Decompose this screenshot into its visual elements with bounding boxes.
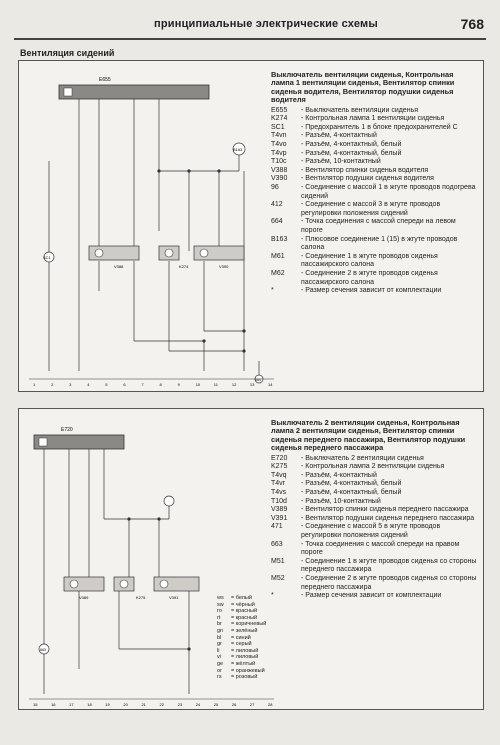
legend-code: 412 <box>271 201 283 209</box>
legend-code: 96 <box>271 183 279 191</box>
wire-name: = синий <box>231 634 251 641</box>
legend-row <box>271 158 477 167</box>
wiring-diagram-2 <box>18 408 484 710</box>
fan-icon <box>70 580 78 588</box>
fan-icon <box>200 249 208 257</box>
wire-name: = красный <box>231 608 258 615</box>
wire-color-row <box>217 628 279 635</box>
lamp-icon <box>165 249 173 257</box>
wire-abbr: ws <box>217 595 224 601</box>
wire-color-row <box>217 674 279 681</box>
legend-code: V389 <box>271 506 288 514</box>
terminal-number: 8 <box>159 382 162 387</box>
legend-title: Выключатель 2 вентиляции сиденья, Контрольная лампа 2 вентиляции сиденья, Вентилятор спинки сиденья переднего пассажира, Вентилятор подушки сиденья переднего пассажира <box>271 418 466 453</box>
terminal-number: 3 <box>69 382 72 387</box>
legend-code: E655 <box>271 106 288 114</box>
legend-desc: - Соединение 2 в жгуте проводов сиденья пассажирского салона <box>301 269 438 286</box>
ground-label: 663 <box>40 648 46 652</box>
wire-name: = жёлтый <box>231 660 256 667</box>
fan-a-label: V389 <box>79 595 89 600</box>
legend-row <box>271 463 477 472</box>
wire-name: = красный <box>231 614 258 621</box>
wiring-diagram-1 <box>18 60 484 392</box>
terminal-numbers <box>33 382 273 387</box>
legend-desc: - Размер сечения зависит от комплектации <box>301 592 442 600</box>
wire-abbr: br <box>217 621 222 628</box>
wire-color-row <box>217 654 279 661</box>
fan-icon <box>95 249 103 257</box>
legend-code: M52 <box>271 574 285 582</box>
terminal-numbers <box>33 702 273 707</box>
legend-row <box>271 184 477 201</box>
legend-code: 664 <box>271 218 283 226</box>
legend-code: B163 <box>271 235 288 243</box>
legend-desc: - Контрольная лампа 1 вентиляции сиденья <box>301 115 445 123</box>
terminal-number: 7 <box>141 382 144 387</box>
legend-code: K275 <box>271 463 288 471</box>
legend-desc: - Предохранитель 1 в блоке предохранителей С <box>301 123 458 131</box>
switch-label: E720 <box>61 427 73 433</box>
legend-desc: - Вентилятор подушки сиденья переднего пассажира <box>301 514 475 522</box>
terminal-number: 17 <box>69 702 74 707</box>
legend-row <box>271 455 477 464</box>
legend-desc: - Точка соединения с массой спереди на правом пороге <box>301 540 460 557</box>
legend-desc: - Плюсовое соединение 1 (15) в жгуте проводов салона <box>301 235 458 252</box>
legend-row <box>271 115 477 124</box>
legend-2 <box>271 419 477 601</box>
legend-code: 471 <box>271 523 283 531</box>
legend-code: T4vo <box>271 141 287 148</box>
bus-label: B163 <box>233 147 243 152</box>
terminal-number: 25 <box>213 702 219 707</box>
legend-row <box>271 253 477 270</box>
wire-abbr: vi <box>217 654 221 661</box>
legend-row <box>271 236 477 253</box>
wire-name: = зелёный <box>231 627 258 634</box>
legend-code: T4vn <box>271 132 287 140</box>
terminal-number: 23 <box>177 702 183 707</box>
legend-row <box>271 201 477 218</box>
wire-abbr: rs <box>217 674 222 681</box>
terminal-number: 15 <box>33 702 38 707</box>
legend-desc: - Разъём, 4-контактный, белый <box>301 489 402 496</box>
legend-title: Выключатель вентиляции сиденья, Контрольная лампа 1 вентиляции сиденья, Вентилятор спинки сиденья водителя, Вентилятор подушки сиденья водителя <box>271 70 455 105</box>
lamp-label: K275 <box>136 595 146 600</box>
legend-code: K274 <box>271 115 288 123</box>
legend-desc: - Соединение 1 в жгуте проводов сиденья со стороны переднего пассажира <box>301 557 477 574</box>
wire-name: = лиловый <box>231 654 259 661</box>
terminal-number: 5 <box>105 382 108 387</box>
legend-desc: - Вентилятор спинки сиденья водителя <box>301 166 429 174</box>
terminal-number: 6 <box>123 382 126 387</box>
page-header <box>14 14 486 40</box>
legend-code: T4vp <box>271 149 287 157</box>
wire-abbr: sw <box>217 601 224 608</box>
wire-name: = чёрный <box>231 601 255 608</box>
section-title: Вентиляция сидений <box>20 48 115 58</box>
legend-desc: - Разъём, 4-контактный, белый <box>301 149 402 157</box>
legend-row <box>271 132 477 141</box>
switch-contact <box>64 88 72 96</box>
legend-items <box>271 107 477 296</box>
wire-name: = оранжевый <box>231 667 265 674</box>
terminal-number: 10 <box>195 382 201 387</box>
legend-code: M62 <box>271 269 285 277</box>
legend-desc: - Соединение 2 в жгуте проводов сиденья со стороны переднего пассажира <box>301 574 477 591</box>
legend-desc: - Соединение с массой 5 в жгуте проводов регулировки положения сидений <box>301 523 441 539</box>
terminal-number: 4 <box>87 382 90 387</box>
legend-row <box>271 498 477 507</box>
fuse-connector <box>164 496 174 506</box>
legend-desc: - Разъём, 4-контактный, белый <box>301 480 402 488</box>
wire-name: = лиловый <box>231 647 259 654</box>
switch-label: E655 <box>99 77 111 83</box>
wire-abbr: ge <box>217 660 224 667</box>
wire-abbr: gr <box>217 641 222 648</box>
legend-code: V390 <box>271 175 288 183</box>
ground-label: 664 <box>255 378 261 382</box>
terminal-number: 9 <box>177 382 180 387</box>
legend-code: * <box>271 592 274 600</box>
legend-desc: - Вентилятор спинки сиденья переднего пассажира <box>301 506 469 514</box>
legend-row <box>271 523 477 540</box>
terminal-number: 20 <box>123 702 128 707</box>
legend-row <box>271 150 477 159</box>
wire-abbr: rt <box>217 614 221 621</box>
terminal-number: 11 <box>213 382 218 387</box>
legend-desc: - Разъём, 4-контактный <box>301 471 377 479</box>
legend-row <box>271 480 477 489</box>
switch-body <box>34 435 124 449</box>
legend-code: V388 <box>271 166 288 174</box>
legend-code: V391 <box>271 514 288 522</box>
wire-name: = белый <box>231 595 252 601</box>
legend-code: E720 <box>271 454 288 462</box>
junctions <box>157 169 245 352</box>
legend-desc: - Разъём, 10-контактный <box>301 497 381 505</box>
legend-code: * <box>271 287 274 295</box>
fuse-label: SC1 <box>43 255 51 260</box>
legend-row <box>271 592 477 601</box>
wire-color-row <box>217 641 279 648</box>
terminal-number: 21 <box>141 702 146 707</box>
wire-abbr: ro <box>217 608 222 615</box>
terminal-number: 16 <box>51 702 56 707</box>
legend-code: T4vq <box>271 471 287 479</box>
legend-desc: - Соединение с массой 1 в жгуте проводов подогрева сидений <box>301 183 476 200</box>
terminal-number: 13 <box>249 382 255 387</box>
legend-items <box>271 455 477 601</box>
wires <box>44 449 189 694</box>
legend-row <box>271 575 477 592</box>
wire-color-row <box>217 595 279 602</box>
legend-code: T4vs <box>271 489 287 496</box>
legend-row <box>271 287 477 296</box>
terminal-number: 12 <box>231 382 237 387</box>
terminal-number: 28 <box>268 702 273 707</box>
fan-icon <box>160 580 168 588</box>
legend-desc: - Соединение с массой 3 в жгуте проводов регулировки положения сидений <box>301 201 441 217</box>
legend-row <box>271 541 477 558</box>
legend-row <box>271 506 477 515</box>
legend-code: M61 <box>271 252 285 260</box>
terminal-number: 18 <box>87 702 92 707</box>
terminal-number: 26 <box>231 702 237 707</box>
fan-b-label: V391 <box>169 595 179 600</box>
legend-desc: - Разъём, 4-контактный, белый <box>301 141 402 148</box>
fan-b-label: V390 <box>219 264 229 269</box>
legend-row <box>271 167 477 176</box>
terminal-number: 27 <box>249 702 255 707</box>
legend-desc: - Размер сечения зависит от комплектации <box>301 287 442 295</box>
switch-contact <box>39 438 47 446</box>
legend-row <box>271 558 477 575</box>
wire-name: = коричневый <box>231 621 267 628</box>
legend-row <box>271 175 477 184</box>
fan-a-label: V388 <box>114 264 124 269</box>
legend-row <box>271 107 477 116</box>
legend-desc: - Контрольная лампа 2 вентиляции сиденья <box>301 463 445 471</box>
legend-row <box>271 218 477 235</box>
legend-desc: - Выключатель 2 вентиляции сиденья <box>301 454 424 462</box>
legend-code: T10d <box>271 497 287 505</box>
terminal-number: 19 <box>105 702 110 707</box>
wire-abbr: li <box>217 647 220 654</box>
legend-row <box>271 270 477 287</box>
wire-name: = серый <box>231 641 252 648</box>
legend-desc: - Разъём, 10-контактный <box>301 158 381 166</box>
legend-desc: - Точка соединения с массой спереди на левом пороге <box>301 218 456 234</box>
legend-code: 663 <box>271 540 283 548</box>
wire-abbr: or <box>217 667 222 674</box>
wire-color-legend <box>217 595 279 681</box>
wire-color-row <box>217 661 279 668</box>
legend-code: SC1 <box>271 123 285 131</box>
lamp-icon <box>120 580 128 588</box>
legend-1 <box>271 71 477 296</box>
legend-row <box>271 489 477 498</box>
legend-desc: - Соединение 1 в жгуте проводов сиденья пассажирского салона <box>301 252 438 269</box>
legend-code: M51 <box>271 557 285 565</box>
wire-color-row <box>217 621 279 628</box>
lamp-label: K274 <box>179 264 189 269</box>
wire-color-row <box>217 608 279 615</box>
switch-body <box>59 85 209 99</box>
legend-code: T10c <box>271 158 287 166</box>
legend-code: T4vr <box>271 480 285 488</box>
legend-desc: - Разъём, 4-контактный <box>301 132 377 140</box>
terminal-number: 2 <box>51 382 54 387</box>
wires <box>49 99 259 376</box>
terminal-number: 22 <box>159 702 164 707</box>
wire-name: = розовый <box>231 674 258 681</box>
legend-row <box>271 141 477 150</box>
wire-abbr: gn <box>217 627 224 634</box>
page-number: 768 <box>460 16 484 32</box>
terminal-number: 14 <box>268 382 273 387</box>
legend-desc: - Выключатель вентиляции сиденья <box>301 106 419 114</box>
wire-abbr: bl <box>217 634 222 641</box>
legend-desc: - Вентилятор подушки сиденья водителя <box>301 175 434 183</box>
page-title: принципиальные электрические схемы <box>154 18 378 30</box>
terminal-number: 1 <box>33 382 36 387</box>
terminal-number: 24 <box>195 702 201 707</box>
